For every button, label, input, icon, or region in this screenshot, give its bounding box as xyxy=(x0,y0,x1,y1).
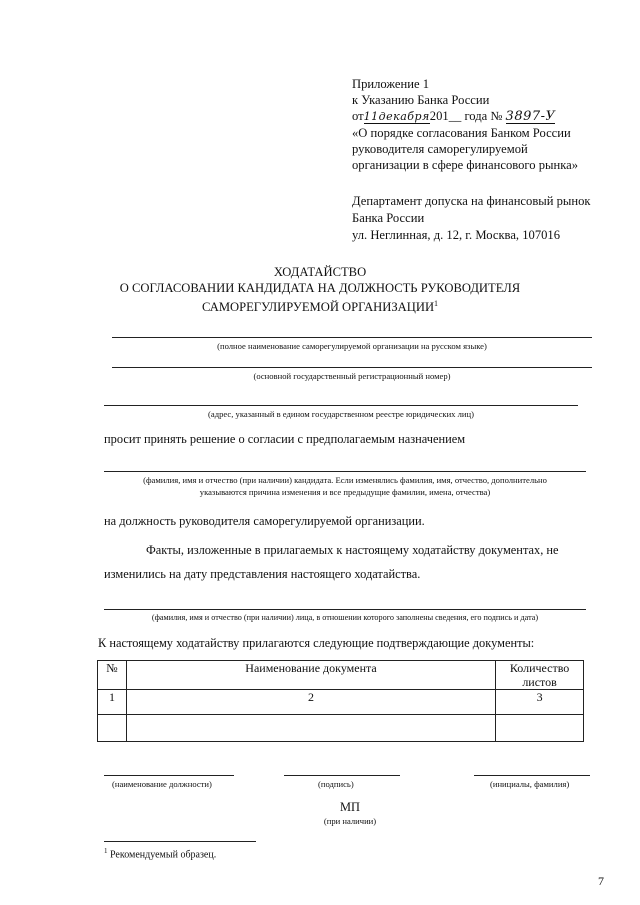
request-text: просит принять решение о согласии с предполагаемым назначением xyxy=(104,432,466,446)
table-cell[interactable] xyxy=(98,715,127,742)
appendix-label: Приложение 1 xyxy=(352,77,430,91)
handwritten-order-number: 3897-У xyxy=(505,109,556,125)
footnote xyxy=(104,847,216,860)
table-header-row xyxy=(98,661,584,690)
documents-table xyxy=(97,660,584,742)
regulation-title-line2: руководителя саморегулируемой xyxy=(352,141,528,156)
order-number-label: года № xyxy=(464,109,503,124)
person-line[interactable] xyxy=(104,609,586,610)
appendix-header xyxy=(352,76,632,173)
signature-line[interactable] xyxy=(284,775,400,776)
attachments-text: К настоящему ходатайству прилагаются следующие подтверждающие документы: xyxy=(98,636,535,650)
ogrn-caption: (основной государственный регистрационный номер) xyxy=(253,371,451,381)
position-caption: (наименование должности) xyxy=(112,779,212,789)
header-number: № xyxy=(98,661,127,690)
footnote-separator xyxy=(104,841,256,842)
addressee-bank: Банка России xyxy=(352,210,425,225)
candidate-caption-1: (фамилия, имя и отчество (при наличии) кандидата. Если изменялись фамилия, имя, отчество, дополнительно xyxy=(143,475,547,485)
page-number: 7 xyxy=(598,874,604,888)
signature-caption: (подпись) xyxy=(318,779,354,789)
title-line2: О СОГЛАСОВАНИИ КАНДИДАТА НА ДОЛЖНОСТЬ РУКОВОДИТЕЛЯ xyxy=(119,281,521,295)
person-caption: (фамилия, имя и отчество (при наличии) лица, в отношении которого заполнены сведения, его подпись и дата) xyxy=(151,613,539,622)
addressee-department: Департамент допуска на финансовый рынок xyxy=(352,194,591,208)
regulation-title-line3: организации в сфере финансового рынка» xyxy=(352,158,579,173)
title-line3: САМОРЕГУЛИРУЕМОЙ ОРГАНИЗАЦИИ$^1$ xyxy=(201,299,439,315)
position-text: на должность руководителя саморегулируемой организации. xyxy=(104,514,425,528)
appendix-reference: к Указанию Банка России xyxy=(352,93,490,108)
candidate-caption-2: указываются причина изменения и все предыдущие фамилии, имена, отчества) xyxy=(199,487,491,497)
stamp-caption: (при наличии) xyxy=(323,816,377,826)
addressee-address: ул. Неглинная, д. 12, г. Москва, 107016 xyxy=(352,227,561,242)
table-cell[interactable] xyxy=(126,715,495,742)
appendix-date-line xyxy=(352,108,632,124)
full-name-caption: (полное наименование саморегулируемой организации на русском языке) xyxy=(217,341,487,351)
date-year: 201__ xyxy=(429,109,462,124)
handwritten-date: 11декабря xyxy=(363,110,430,124)
title-footnote-mark: 1 xyxy=(434,299,439,308)
footnote-text: Рекомендуемый образец. xyxy=(110,849,217,861)
regulation-title-line1: «О порядке согласования Банком России xyxy=(352,125,571,140)
stamp-label: МП xyxy=(340,800,360,814)
title-line1: ХОДАТАЙСТВО xyxy=(273,265,367,279)
address-line[interactable] xyxy=(104,405,578,406)
address-caption: (адрес, указанный в едином государственном реестре юридических лиц) xyxy=(208,409,474,419)
table-cell: 2 xyxy=(126,690,495,715)
initials-signature-line[interactable] xyxy=(474,775,590,776)
table-cell: 1 xyxy=(98,690,127,715)
initials-caption: (инициалы, фамилия) xyxy=(490,779,570,789)
table-cell[interactable] xyxy=(496,715,584,742)
date-prefix: от xyxy=(352,109,364,124)
table-cell: 3 xyxy=(496,690,584,715)
header-sheet-count: Количество листов xyxy=(496,661,584,690)
table-row xyxy=(98,690,584,715)
table-row xyxy=(98,715,584,742)
ogrn-line[interactable] xyxy=(112,367,592,368)
full-name-line[interactable] xyxy=(112,337,592,338)
candidate-line[interactable] xyxy=(104,471,586,472)
header-document-name: Наименование документа xyxy=(126,661,495,690)
position-signature-line[interactable] xyxy=(104,775,234,776)
facts-text-line1: Факты, изложенные в прилагаемых к настоящему ходатайству документах, не xyxy=(146,543,559,557)
document-title xyxy=(0,264,640,315)
footnote-mark: 1 xyxy=(104,847,108,855)
facts-text-line2: изменились на дату представления настоящего ходатайства. xyxy=(104,567,421,581)
addressee-block xyxy=(352,193,632,243)
